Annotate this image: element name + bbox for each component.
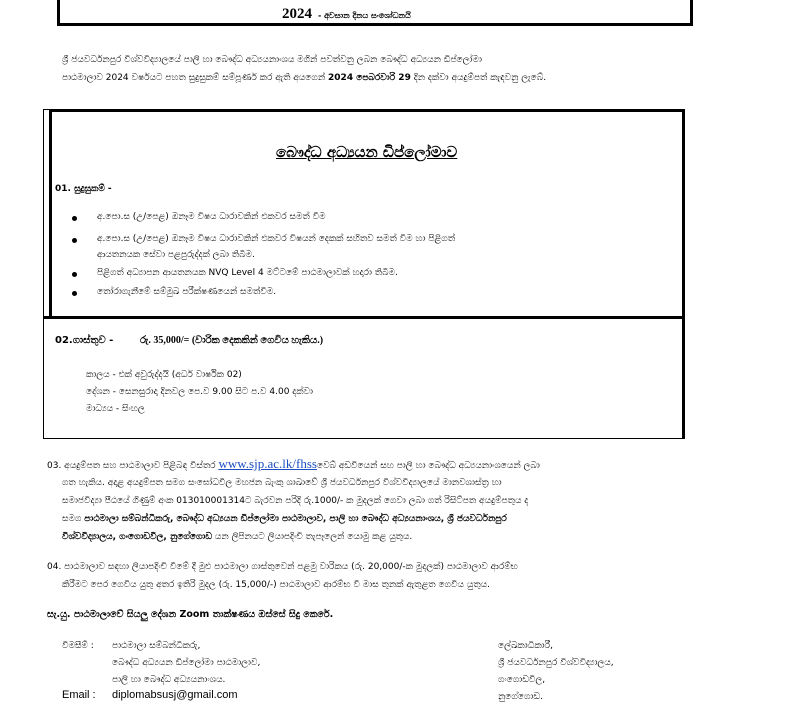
intro-line-1: ශ්‍රී ජයවර්ධනපුර විශ්වවිද්‍යාලයේ පාලි හා බෞද්ධ අධ්‍යයනාංශය මගින් පවත්වනු ලබන බෞද්ධ අධ්‍යයන ඩිප්ලෝමා [62, 55, 482, 65]
contact-line: පාඨමාලා සම්බන්ධීකරු, [112, 641, 201, 651]
course-lectures: දේශන - සෙනසුරාදා දිනවල පෙ.ව 9.00 සිට ප.ව 4.00 දක්වා [86, 387, 314, 397]
intro-line-2c: දින දක්වා අයදුම්පත් කැඳවනු ලැබේ. [413, 73, 547, 83]
header-year: 2024 [282, 6, 312, 22]
bullet-icon [72, 238, 77, 243]
course-medium: මාධ්‍යය - සිංහල [86, 404, 145, 414]
course-duration: කාලය - එක් අවුරුද්දයි (අර්ධ වාර්ෂික 02) [86, 370, 242, 380]
fee-value: රු. 35,000/= (වාරික දෙකකින් ගෙවිය හැකිය.) [140, 335, 324, 346]
item-03-line-4a: සමග [62, 514, 82, 524]
contact-line: පාලි හා බෞද්ධ අධ්‍යයනාංශය. [112, 675, 226, 685]
item-03-line-1 [47, 457, 540, 473]
email-address[interactable]: diplomabsusj@gmail.com [112, 689, 238, 701]
deadline-date: 2024 පෙබරවාරි 29 [328, 73, 411, 83]
website-link[interactable]: www.sjp.ac.lk/fhss [218, 456, 317, 471]
contact-line: බෞද්ධ අධ්‍යයන ඩිප්ලෝමා පාඨමාලාව, [112, 658, 261, 668]
intro-line-2a: පාඨමාලාව 2024 වර්ෂයට පහත සුදුසුකම් සම්පූර්ණ කර ඇති අයගෙන් [62, 73, 326, 83]
qualification-item-cont: ආයතනයක සේවා පළපුරුද්දක් ලබා තිබීම. [97, 250, 255, 260]
bullet-icon [72, 216, 77, 221]
item-03-prefix: 03. අයදුම්පත සහ පාඨමාලාව පිළිබඳ විස්තර [47, 461, 216, 471]
fee-label: 02.ගාස්තුව - [55, 335, 114, 346]
bullet-icon [72, 272, 77, 277]
registrar-line: ලේඛකාධිකාරී, [498, 641, 553, 651]
email-label: Email : [62, 689, 96, 701]
qualification-item: අ.පො.ස (උ/පෙළ) ඔනෑම විෂය ධාරාවකින් එකවර සමත් වීම [97, 212, 326, 222]
item-03-line-5b: යන ලිපිනයට ලියාපදිංචි තැපෑලෙන් යොමු කළ යුතුය. [214, 532, 413, 542]
item-04-line-2: කිරීමට පෙර ගෙවිය යුතු අතර ඉතිරි මුදල (රු. 15,000/-) පාඨමාලාව ආරම්භ වී මාස තුනක් ඇතුළත ගෙවිය යුතුය. [62, 580, 490, 590]
item-03-after-link: වෙබ් අඩවියෙන් සහ පාලි හා බෞද්ධ අධ්‍යයනාංශයෙන් ලබා [316, 461, 540, 471]
qualification-item: පිළිගත් අධ්‍යාපන ආයතනයක NVQ Level 4 මට්ටමේ පාඨමාලාවක් හදාරා තිබීම. [97, 268, 398, 278]
registrar-line: නුගේගොඩ. [498, 692, 543, 702]
item-03-line-4 [62, 512, 507, 526]
qualification-item: අ.පො.ස (උ/පෙළ) ඔනෑම විෂය ධාරාවකින් එකවර විෂයන් දෙකක් සහිතව සමත් වීම හා පිළිගත් [97, 234, 456, 244]
registrar-line: ශ්‍රී ජයවර්ධනපුර විශ්වවිද්‍යාලය, [498, 658, 614, 668]
registrar-line: ගංගොඩවිල, [498, 675, 546, 685]
contact-label: විමසීම් : [62, 641, 94, 651]
zoom-note: සැ.යු. පාඨමාලාවේ සියලු දේශන Zoom තාක්ෂණය ඔස්සේ සිදු කෙරේ. [47, 609, 334, 620]
item-03-line-5 [62, 530, 412, 544]
qualification-item: තෝරාගැනීමේ සම්මුඛ පරීක්ෂණයෙන් සමත්වීම. [97, 287, 277, 297]
header-suffix: - අවසාන දිනය සංශෝධනයි [318, 11, 411, 20]
item-03-line-3: සමාජවිද්‍යා පීඨයේ ගිණුම් අංක 013010001314ට බැරවන පරිදි රු.1000/- ක මුදලක් ගෙවා ලබා ගත් රිසිට්පත අයදුම්පතුය ද [62, 496, 529, 506]
postal-address-cont: විශ්වවිද්‍යාලය, ගංගොඩවිල, නුගේගොඩ [62, 532, 213, 542]
bullet-icon [72, 291, 77, 296]
item-04-line-1: 04. පාඨමාලාව සඳහා ලියාපදිංචි වීමේ දී මුළු පාඨමාලා ගාස්තුවෙන් පළමු වාරිකය (රු. 20,000/-ක මුදලක්) පාඨමාලාව ආරම්භ [47, 562, 518, 572]
diploma-title: බෞද්ධ අධ්‍යයන ඩිප්ලෝමාව [276, 143, 458, 161]
qualifications-heading: 01. සුදුසුකම් - [55, 184, 112, 194]
postal-address: පාඨමාලා සම්බන්ධීකරු, බෞද්ධ අධ්‍යයන ඩිප්ලෝමා පාඨමාලාව, පාලි හා බෞද්ධ අධ්‍යයනාංශය, ශ්‍රී ජයවර්ධනපුර [84, 514, 507, 524]
item-03-line-2: ගත හැකිය. අදාළ අයදුම්පත සමග සංඝෝධවිල මහජන බැංකු ශාඛාවේ ශ්‍රී ජයවර්ධනපුර විශ්වවිද්‍යාලයේ මානවශාස්ත්‍ර හා [62, 478, 502, 488]
intro-line-2 [62, 71, 546, 85]
